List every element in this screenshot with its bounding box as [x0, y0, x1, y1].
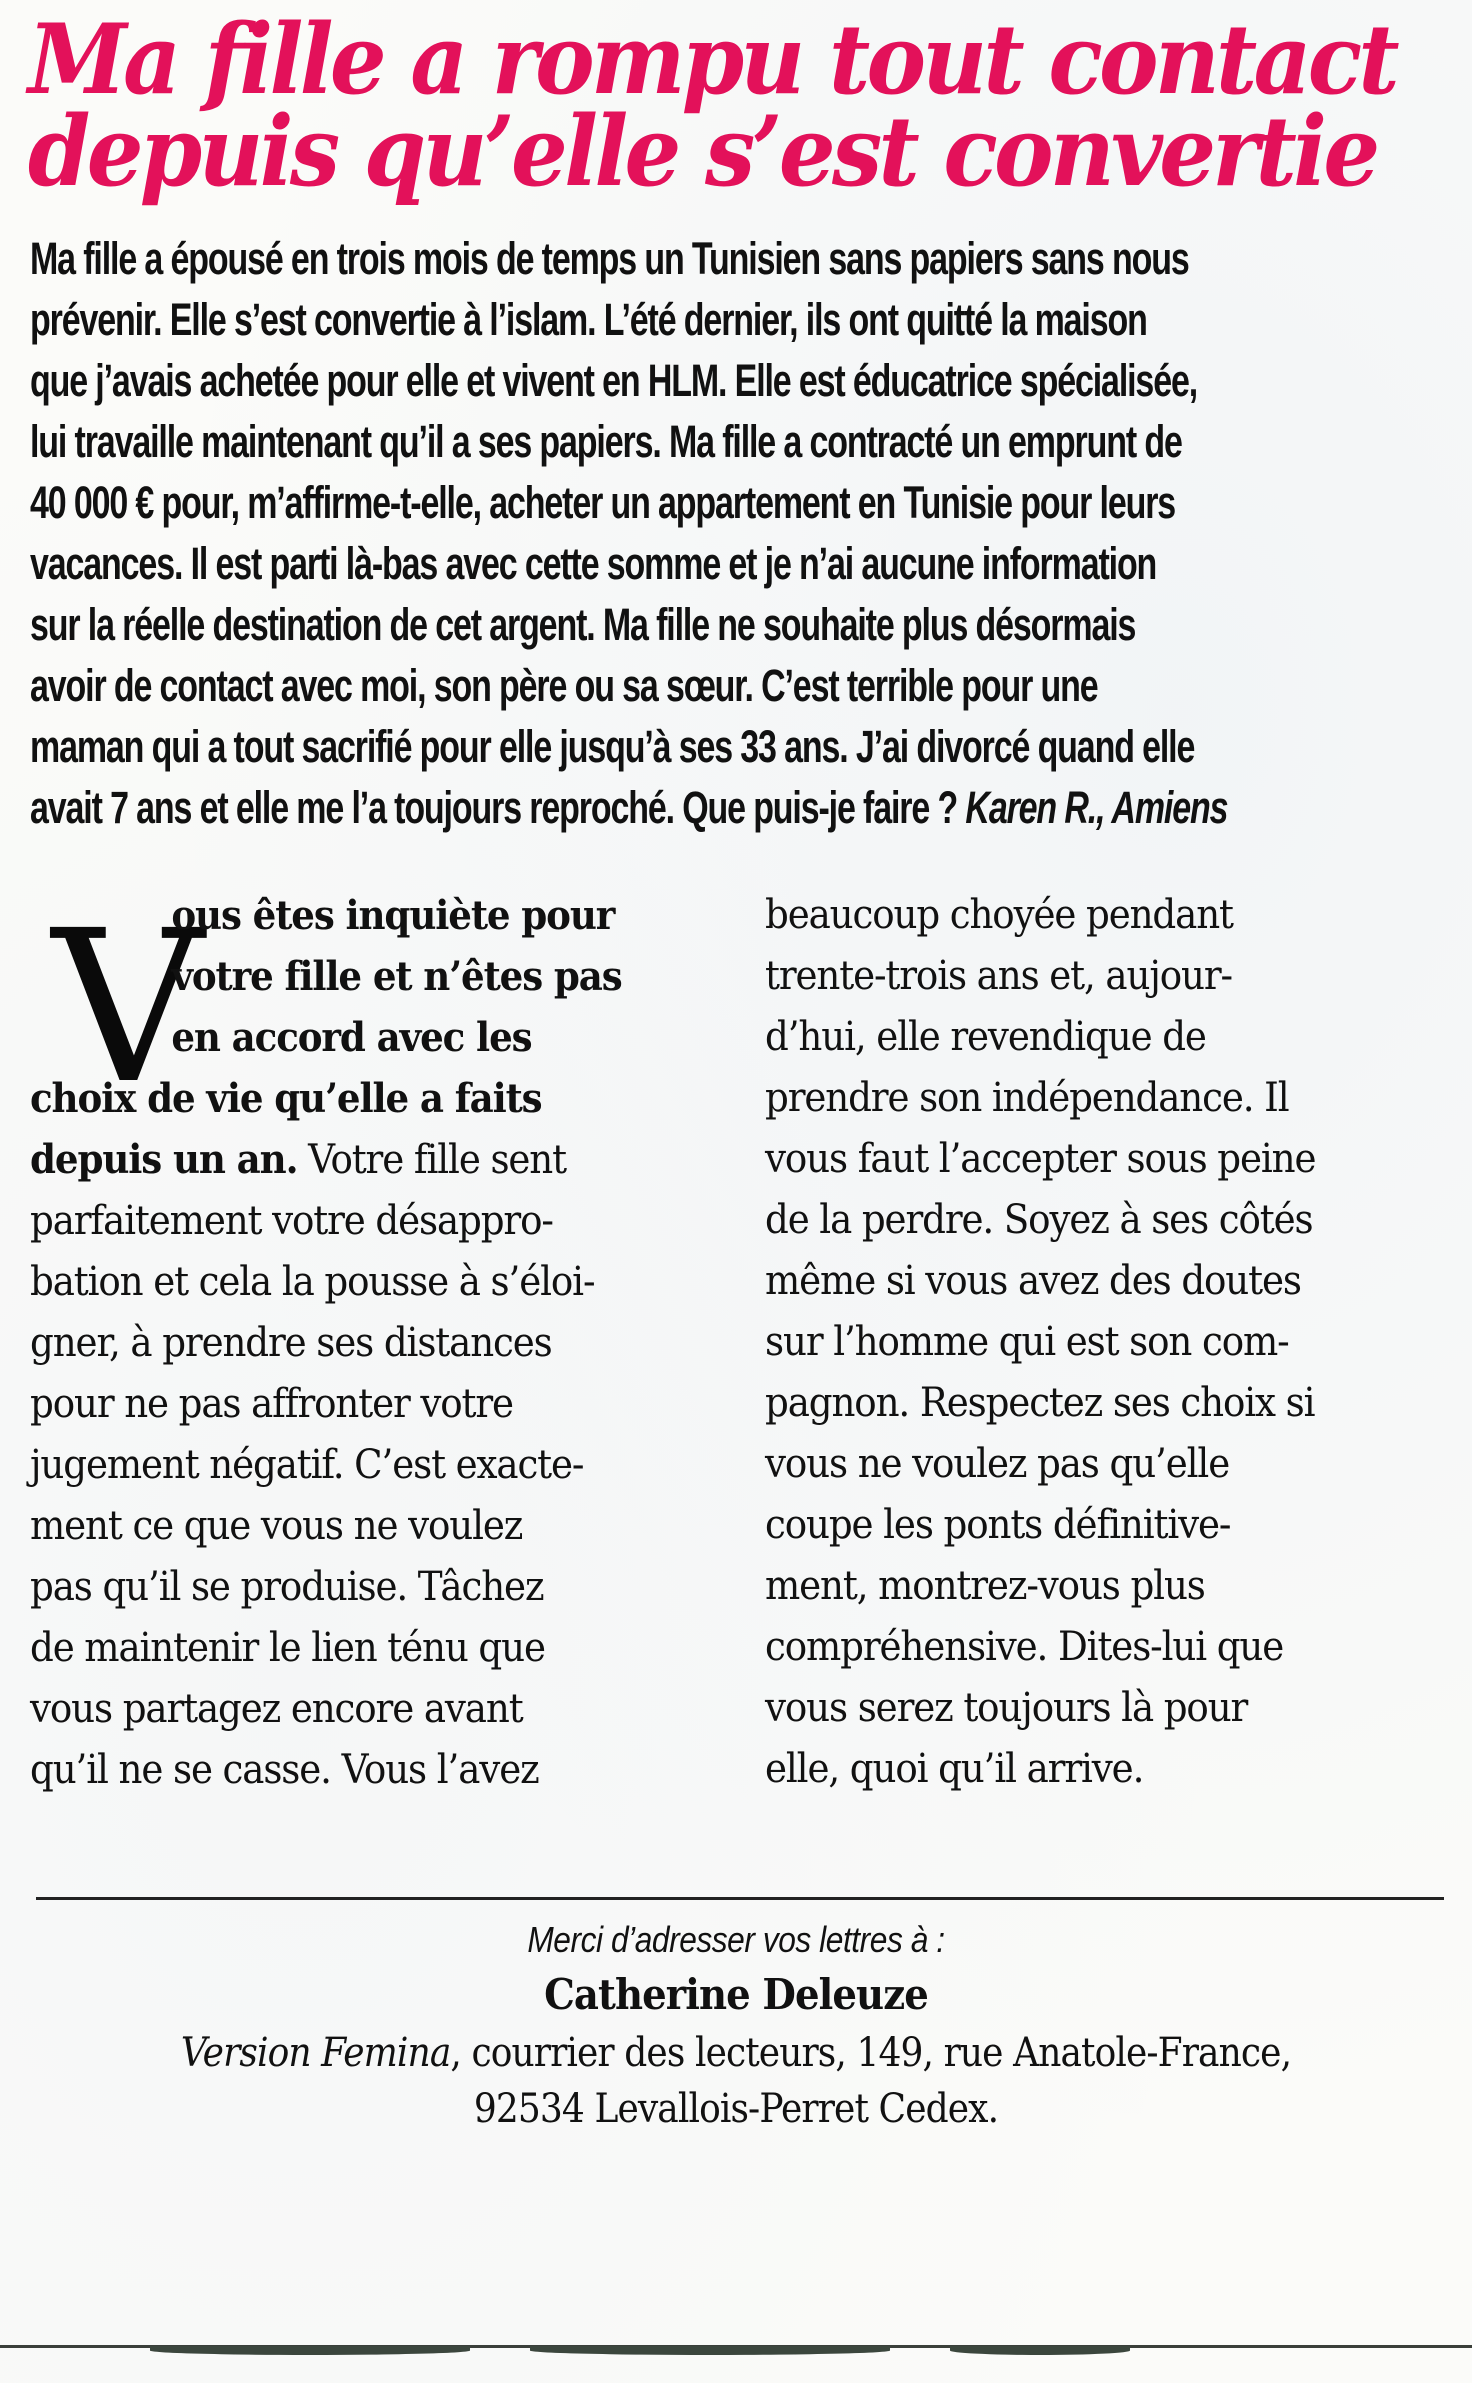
answer-line: sur l’homme qui est son com-: [765, 1319, 1289, 1365]
answer-line: bation et cela la pousse à s’éloi-: [30, 1259, 595, 1305]
answer-line: pas qu’il se produise. Tâchez: [30, 1564, 544, 1610]
letter-line: Ma fille a épousé en trois mois de temps un Tunisien sans papiers sans nous: [30, 233, 1189, 284]
letter-last-line: [30, 777, 1228, 838]
answer-line: compréhensive. Dites-lui que: [765, 1624, 1284, 1670]
answer-line: vous faut l’accepter sous peine: [765, 1136, 1316, 1182]
article-title: [28, 3, 1396, 208]
answer-line: de maintenir le lien ténu que: [30, 1625, 545, 1671]
answer-line: pour ne pas affronter votre: [30, 1381, 513, 1427]
answer-line: coupe les ponts définitive-: [765, 1502, 1231, 1548]
answer-line: trente-trois ans et, aujour-: [765, 953, 1232, 999]
answer-line: pagnon. Respectez ses choix si: [765, 1380, 1315, 1426]
answer-left-column: [30, 885, 730, 1801]
answer-line: vous ne voulez pas qu’elle: [765, 1441, 1230, 1487]
answer-line: vous serez toujours là pour: [765, 1685, 1248, 1731]
letter-line: avoir de contact avec moi, son père ou sa sœur. C’est terrible pour une: [30, 660, 1098, 711]
postal-address-line-1: [74, 2025, 1399, 2081]
edge-shadow: [530, 2346, 890, 2355]
answer-intro-line: choix de vie qu’elle a faits: [30, 1075, 542, 1122]
address-street: , courrier des lecteurs, 149, rue Anatole-France,: [450, 2030, 1292, 2076]
answer-line: d’hui, elle revendique de: [765, 1014, 1206, 1060]
postal-address-line-2: 92534 Levallois-Perret Cedex.: [473, 2086, 999, 2132]
letter-line: sur la réelle destination de cet argent. Ma fille ne souhaite plus désormais: [30, 599, 1136, 650]
letter-line-text: avait 7 ans et elle me l’a toujours reproché. Que puis-je faire ?: [30, 782, 958, 833]
answer-line: vous partagez encore avant: [30, 1686, 523, 1732]
answer-intro-line: ous êtes inquiète pour: [171, 892, 615, 939]
magazine-name: Version Femina: [180, 2030, 451, 2076]
edge-shadow: [950, 2346, 1130, 2355]
answer-line: beaucoup choyée pendant: [765, 892, 1233, 938]
answer-intro-line: votre fille et n’êtes pas: [171, 953, 622, 1000]
answer-line: de la perdre. Soyez à ses côtés: [765, 1197, 1313, 1243]
answer-intro-line: en accord avec les: [171, 1014, 532, 1061]
answer-intro-end: depuis un an.: [30, 1136, 298, 1183]
letter-line: prévenir. Elle s’est convertie à l’islam. L’été dernier, ils ont quitté la maison: [30, 294, 1147, 345]
reader-letter: [30, 228, 1228, 838]
columnist-name: Catherine Deleuze: [544, 1970, 928, 2019]
answer-line: même si vous avez des doutes: [765, 1258, 1301, 1304]
letter-line: lui travaille maintenant qu’il a ses papiers. Ma fille a contracté un emprunt de: [30, 416, 1182, 467]
answer-right-column: [765, 885, 1465, 1800]
answer-mixed-line: [30, 1129, 681, 1191]
answer-line: ment, montrez-vous plus: [765, 1563, 1205, 1609]
answer-line: gner, à prendre ses distances: [30, 1320, 552, 1366]
letter-line: maman qui a tout sacrifié pour elle jusqu’à ses 33 ans. J’ai divorcé quand elle: [30, 721, 1195, 772]
contact-footer: [0, 1915, 1472, 2137]
answer-line: ment ce que vous ne voulez: [30, 1503, 523, 1549]
edge-shadow: [150, 2346, 470, 2355]
answer-line: jugement négatif. C’est exacte-: [30, 1442, 584, 1488]
answer-line: parfaitement votre désappro-: [30, 1198, 553, 1244]
letter-line: vacances. Il est parti là-bas avec cette somme et je n’ai aucune information: [30, 538, 1157, 589]
letter-line: que j’avais achetée pour elle et vivent en HLM. Elle est éducatrice spécialisée,: [30, 355, 1198, 406]
answer-line: qu’il ne se casse. Vous l’avez: [30, 1747, 539, 1793]
answer-line: elle, quoi qu’il arrive.: [765, 1746, 1144, 1792]
title-line-2: depuis qu’elle s’est convertie: [28, 95, 1377, 208]
answer-text: Votre fille sent: [297, 1137, 566, 1183]
letter-line: 40 000 € pour, m’affirme-t-elle, acheter un appartement en Tunisie pour leurs: [30, 477, 1176, 528]
answer-line: prendre son indépendance. Il: [765, 1075, 1289, 1121]
drop-cap: V: [52, 885, 204, 1130]
answer-body: [30, 885, 1450, 1825]
title-line-1: Ma fille a rompu tout contact: [28, 3, 1396, 116]
letter-signature: Karen R., Amiens: [965, 782, 1228, 833]
footer-divider: [36, 1897, 1444, 1900]
footer-invite: Merci d’adresser vos lettres à :: [527, 1919, 945, 1960]
